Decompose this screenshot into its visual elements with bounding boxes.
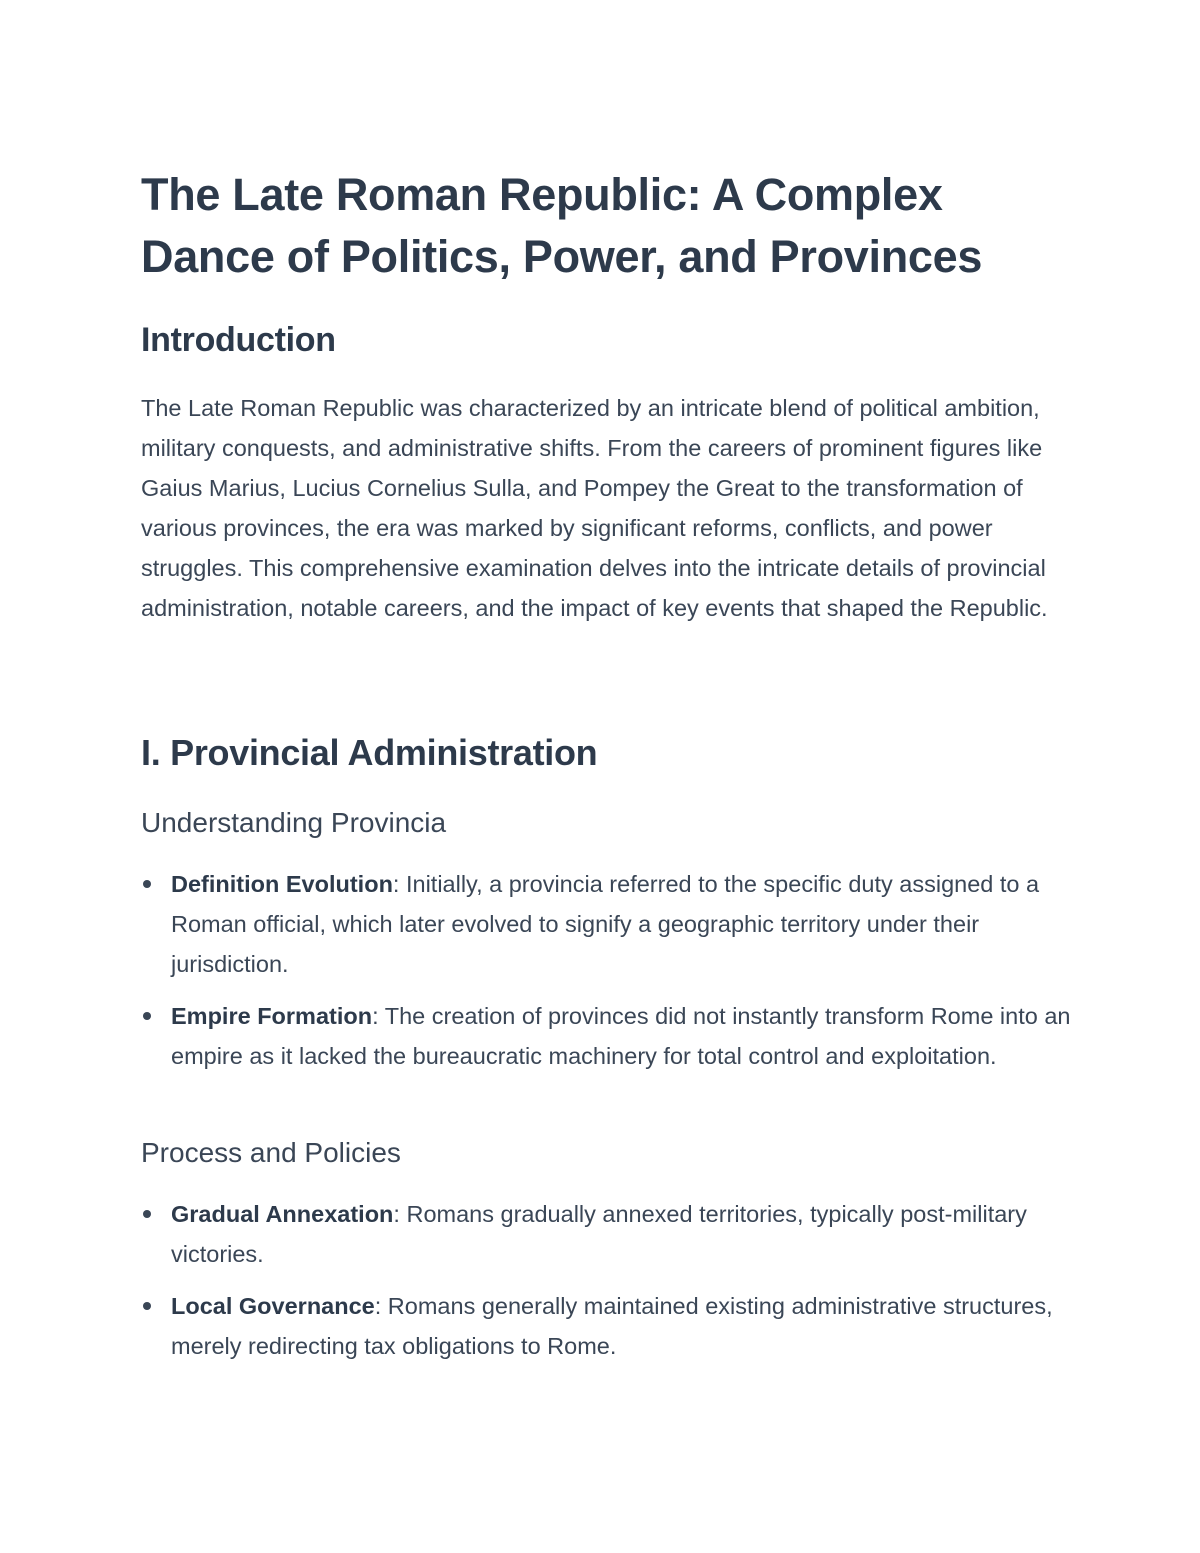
- list-item-text: : Romans gradually annexed territories, typically post-military victories.: [171, 1201, 1027, 1267]
- bullet-icon: [143, 1012, 151, 1020]
- process-and-policies-heading: Process and Policies: [141, 1137, 401, 1168]
- title-line-2: Dance of Politics, Power, and Provinces: [141, 231, 983, 282]
- list-item-term: Definition Evolution: [171, 871, 393, 897]
- list-item: [141, 1194, 1071, 1274]
- list-item-text: : Romans generally maintained existing administrative structures, merely redirecting tax obligations to Rome.: [171, 1293, 1053, 1359]
- list-item-term: Gradual Annexation: [171, 1201, 394, 1227]
- introduction-paragraph: The Late Roman Republic was characterized by an intricate blend of political ambition, military conquests, and administrative shifts. From the careers of prominent figures like Gaius Marius, Lucius Cornelius Sulla, and Pompey the Great to the transformation of various provinces, the era was marked by significant reforms, conflicts, and power struggles. This comprehensive examination delves into the intricate details of provincial administration, notable careers, and the impact of key events that shaped the Republic.: [141, 395, 1048, 621]
- understanding-provincia-list: [141, 864, 1071, 1088]
- document-page: [141, 164, 1071, 1359]
- document-title: [141, 164, 1071, 288]
- list-item: [141, 864, 1071, 984]
- process-and-policies-list: [141, 1194, 1071, 1378]
- understanding-provincia-heading: Understanding Provincia: [141, 807, 447, 838]
- title-line-1: The Late Roman Republic: A Complex: [141, 169, 943, 220]
- list-item-text: : The creation of provinces did not instantly transform Rome into an empire as it lacked the bureaucratic machinery for total control and exploitation.: [171, 1003, 1071, 1069]
- list-item: [141, 996, 1071, 1076]
- introduction-heading: Introduction: [141, 321, 336, 359]
- bullet-icon: [143, 880, 151, 888]
- provincial-administration-heading: I. Provincial Administration: [141, 732, 598, 773]
- list-item: [141, 1286, 1071, 1366]
- list-item-text: : Initially, a provincia referred to the specific duty assigned to a Roman official, which later evolved to signify a geographic territory under their jurisdiction.: [171, 871, 1040, 977]
- list-item-term: Local Governance: [171, 1293, 375, 1319]
- bullet-icon: [143, 1302, 151, 1310]
- list-item-term: Empire Formation: [171, 1003, 373, 1029]
- bullet-icon: [143, 1210, 151, 1218]
